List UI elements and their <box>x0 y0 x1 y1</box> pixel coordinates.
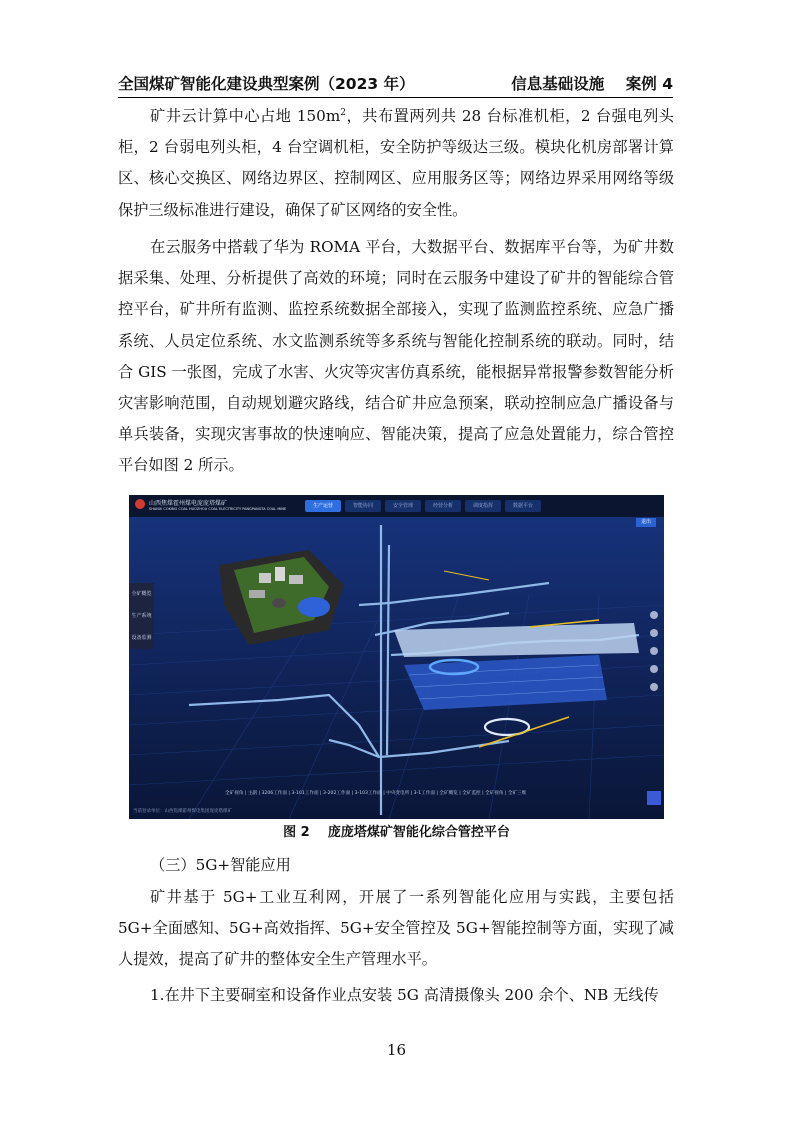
rotate-icon[interactable] <box>650 629 658 637</box>
paragraph-cloud-services: 在云服务中搭载了华为 ROMA 平台，大数据平台、数据库平台等，为矿井数据采集、处理、分析提供了高效的环境；同时在云服务中建设了矿井的智能综合管控平台，矿井所有监测、监控系统数据全部接入，实现了监测监控系统、应急广播系统、人员定位系统、水文监测系统等多系统与智能化控制系统的联动。同时，结合 GIS 一张图，完成了水害、火灾等灾害仿真系统，能根据异常报警参数智能分析灾害影响范围，自动规划避灾路线，结合矿井应急预案，联动控制应急广播设备与单兵装备，实现灾害事故的快速响应、智能决策，提高了应急处置能力，综合管控平台如图 2 所示。 <box>118 238 674 475</box>
platform-screenshot <box>129 495 664 819</box>
figure-caption: 图 2 庞庞塔煤矿智能化综合管控平台 <box>283 825 510 840</box>
measure-icon[interactable] <box>650 665 658 673</box>
reset-icon[interactable] <box>650 683 658 691</box>
scene-menu-bar[interactable]: 全矿视角 | 主副 | 3206工作面 | 3-101工作面 | 3-202工作面 | 3-103工作面 | 中央变电所 | 3-1工作面 | 全矿概览 | 全矿监控 | 全矿视角 | 全矿三维 <box>225 791 527 796</box>
paragraph-text: ，共布置两列共 28 台标准机柜，2 台强电列头柜，2 台弱电列头柜，4 台空调机柜，安全防护等级达三级。模块化机房部署计算区、核心交换区、网络边界区、控制网区、应用服务区等；网络边界采用网络等级保护三级标准进行建设，确保了矿区网络的安全性。 <box>118 107 674 219</box>
view-cube-icon[interactable] <box>647 791 661 805</box>
header-title: 全国煤矿智能化建设典型案例（2023 年） <box>118 75 415 93</box>
tab-safety[interactable]: 安全管理 <box>385 500 421 512</box>
side-item-overview[interactable]: 全矿概览 <box>131 591 152 597</box>
section-heading: （三）5G+智能应用 <box>150 856 291 874</box>
tab-analysis[interactable]: 经营分析 <box>425 500 461 512</box>
side-item-equipment[interactable]: 设备监测 <box>131 635 152 641</box>
tab-production[interactable]: 生产运营 <box>305 500 341 512</box>
tab-data[interactable]: 数据平台 <box>505 500 541 512</box>
paragraph-text: 矿井云计算中心占地 150m <box>150 107 341 125</box>
paragraph-cloud-center <box>118 101 674 226</box>
platform-navbar <box>129 495 664 517</box>
page-header <box>118 72 673 96</box>
header-rule <box>118 97 673 98</box>
platform-title: 山西焦煤霍州煤电庞庞塔煤矿 SHANXI COKING COAL HUOZHOU COAL ELECTRICITY PANGPANGTA COAL MINE <box>149 500 287 511</box>
exit-button[interactable]: 退出 <box>636 518 656 527</box>
zoom-icon[interactable] <box>650 611 658 619</box>
page-number: 16 <box>386 1041 407 1059</box>
mine-logo-icon <box>135 499 145 509</box>
layer-icon[interactable] <box>650 647 658 655</box>
tab-collaboration[interactable]: 智能协同 <box>345 500 381 512</box>
tool-column <box>650 611 660 703</box>
header-section: 信息基础设施 案例 4 <box>511 75 673 93</box>
mine-3d-scene <box>129 495 664 819</box>
login-status: 当前登录单位：山西焦煤霍州煤电集团庞庞塔煤矿 <box>133 809 232 814</box>
side-item-production[interactable]: 生产系统 <box>131 613 152 619</box>
tab-dispatch[interactable]: 调度指挥 <box>465 500 501 512</box>
paragraph-item-1: 1.在井下主要硐室和设备作业点安装 5G 高清摄像头 200 余个、NB 无线传 <box>150 986 659 1004</box>
paragraph-5g-apps: 矿井基于 5G+工业互利网，开展了一系列智能化应用与实践，主要包括 5G+全面感知、5G+高效指挥、5G+安全管控及 5G+智能控制等方面，实现了减人提效，提高了矿井的整体安全生产管理水平。 <box>118 888 674 969</box>
storage-dome <box>298 597 330 617</box>
superscript: 2 <box>340 107 346 118</box>
side-menu <box>129 583 154 649</box>
